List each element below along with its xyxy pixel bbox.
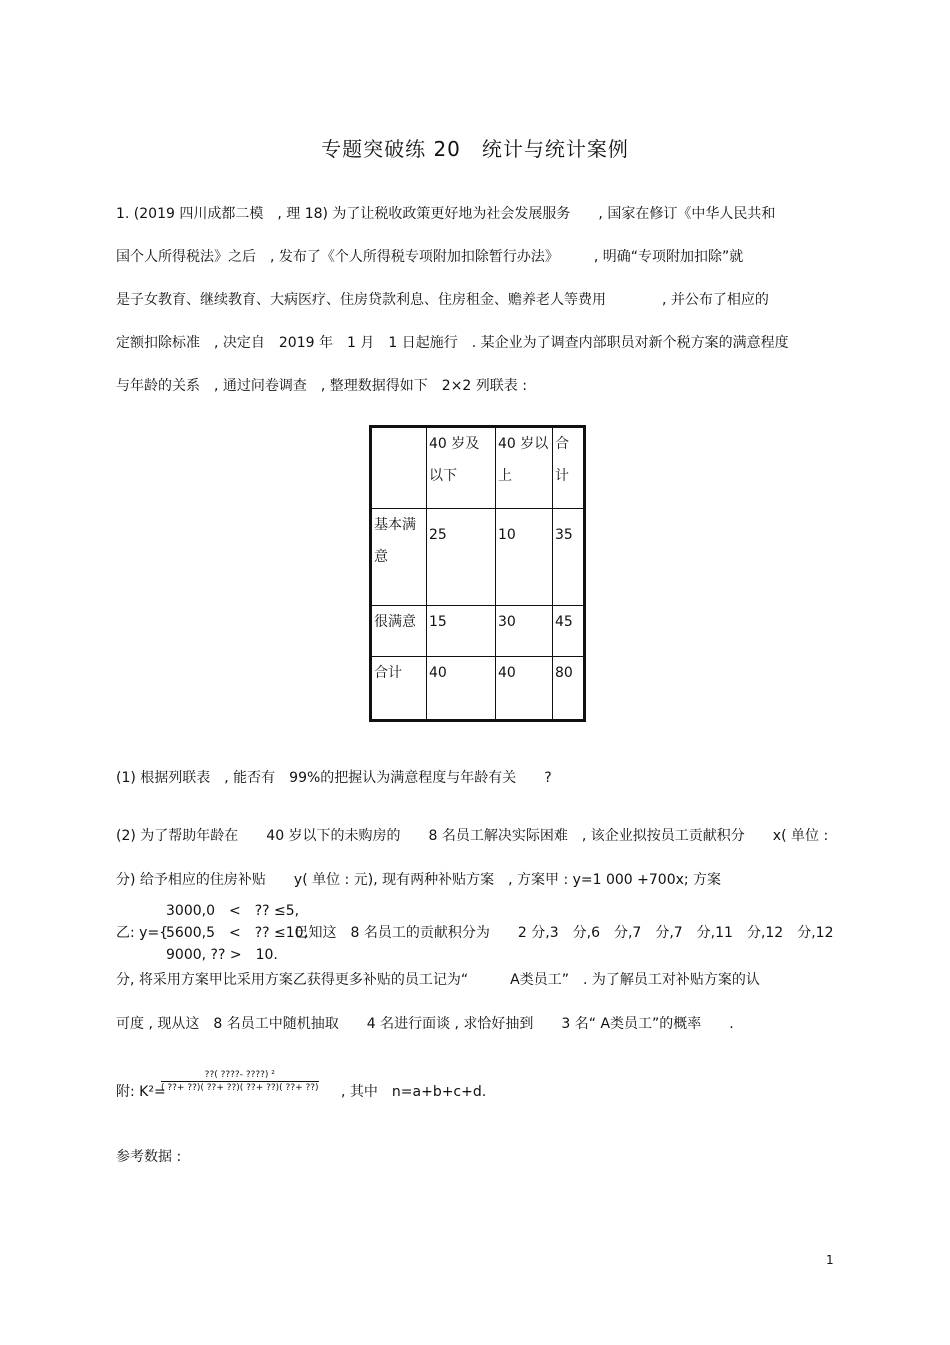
intro-line-4: 定额扣除标准 , 决定自 2019 年 1 月 1 日起施行 . 某企业为了调查内部职员对新个税方案的满意程度 <box>116 335 789 351</box>
table-row-label: 基本满意 <box>371 509 427 606</box>
table-cell: 40 <box>496 657 553 721</box>
page-title: 专题突破练 20 统计与统计案例 <box>321 137 629 161</box>
intro-line-3: 是子女教育、继续教育、大病医疗、住房贷款利息、住房租金、赡养老人等费用 , 并公布了相应的 <box>116 292 769 308</box>
contingency-table <box>369 425 586 722</box>
table-header-cell: 40 岁以上 <box>496 427 553 509</box>
formula-denominator: ( ??+ ??)( ??+ ??)( ??+ ??)( ??+ ??) <box>161 1083 319 1093</box>
table-header-row <box>371 427 585 509</box>
question-2-line-4: 可度 , 现从这 8 名员工中随机抽取 4 名进行面谈 , 求恰好抽到 3 名“ A类员工”的概率 . <box>116 1016 734 1032</box>
table-row <box>371 509 585 606</box>
table-row-label: 很满意 <box>371 606 427 657</box>
table-row-label: 合计 <box>371 657 427 721</box>
page-number: 1 <box>826 1253 834 1267</box>
table-cell: 25 <box>427 509 496 606</box>
appendix-label: 附: K²= <box>116 1084 166 1100</box>
table-cell: 10 <box>496 509 553 606</box>
piecewise-case: 3000,0 < ?? ≤5, <box>166 903 300 919</box>
piecewise-case: 9000, ?? > 10. <box>166 947 278 963</box>
question-1: (1) 根据列联表 , 能否有 99%的把握认为满意程度与年龄有关 ? <box>116 770 552 786</box>
question-2-line-1: (2) 为了帮助年龄在 40 岁以下的未购房的 8 名员工解决实际困难 , 该企业拟按员工贡献积分 x( 单位 : <box>116 828 829 844</box>
question-2-line-2: 分) 给予相应的住房补贴 y( 单位 : 元), 现有两种补贴方案 , 方案甲 : y=1 000 +700x; 方案 <box>116 872 722 888</box>
table-cell: 45 <box>553 606 585 657</box>
table-cell: 30 <box>496 606 553 657</box>
intro-line-2: 国个人所得税法》之后 , 发布了《个人所得税专项附加扣除暂行办法》 , 明确“专项附加扣除”就 <box>116 249 744 265</box>
table-row <box>371 606 585 657</box>
piecewise-suffix: 已知这 8 名员工的贡献积分为 2 分,3 分,6 分,7 分,7 分,11 分,12 分,12 <box>290 925 834 941</box>
table-header-cell <box>371 427 427 509</box>
table-cell: 80 <box>553 657 585 721</box>
reference-data-label: 参考数据 : <box>116 1149 182 1165</box>
question-2-line-3: 分, 将采用方案甲比采用方案乙获得更多补贴的员工记为“ A类员工” . 为了解员工对补贴方案的认 <box>116 972 760 988</box>
piecewise-prefix: 乙: y={ <box>116 925 169 941</box>
table-row <box>371 657 585 721</box>
piecewise-case: 5600,5 < ?? ≤10, <box>166 925 309 941</box>
table-cell: 15 <box>427 606 496 657</box>
intro-line-1: 1. (2019 四川成都二模 , 理 18) 为了让税收政策更好地为社会发展服务 , 国家在修订《中华人民共和 <box>116 206 776 222</box>
k-squared-formula <box>161 1070 319 1093</box>
appendix-suffix: , 其中 n=a+b+c+d. <box>341 1084 487 1100</box>
table-cell: 35 <box>553 509 585 606</box>
formula-numerator: ??( ????- ????) ² <box>161 1070 319 1082</box>
piecewise-line <box>116 922 833 942</box>
table-header-cell: 合计 <box>553 427 585 509</box>
intro-line-5: 与年龄的关系 , 通过问卷调查 , 整理数据得如下 2×2 列联表 : <box>116 378 527 394</box>
table-header-cell: 40 岁及以下 <box>427 427 496 509</box>
table-cell: 40 <box>427 657 496 721</box>
